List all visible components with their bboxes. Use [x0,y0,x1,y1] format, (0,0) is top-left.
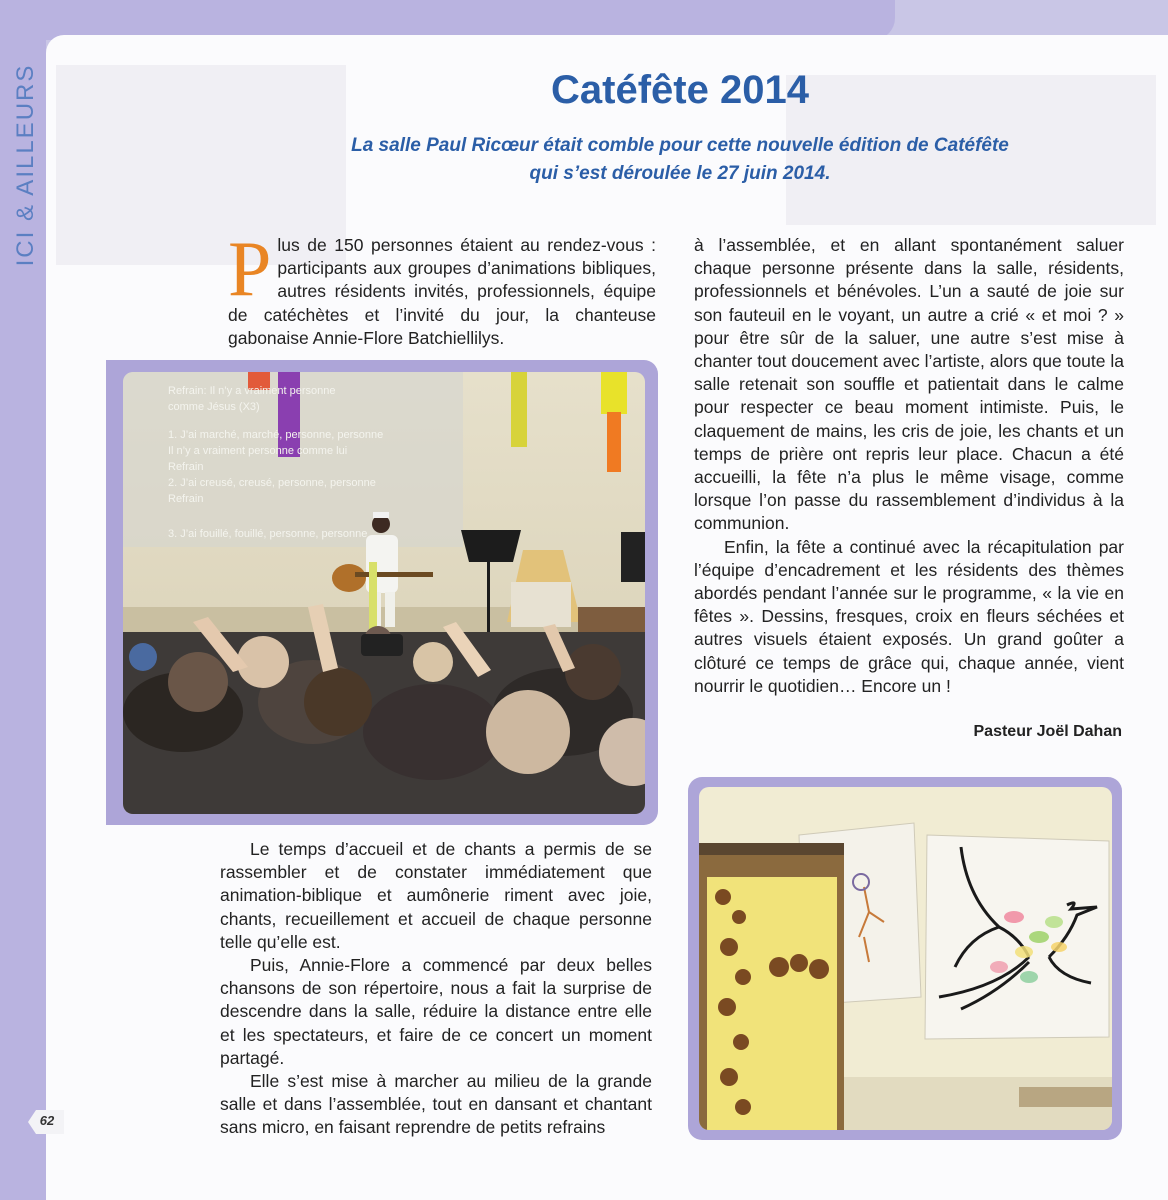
page-margin-inset [46,360,106,825]
slide-line-4: Il n’y a vraiment personne comme lui [168,445,348,457]
slide-line-5: Refrain [168,461,204,473]
slide-line-6: 2. J’ai creusé, creusé, personne, personne [168,477,376,489]
top-color-band [0,0,895,40]
left-paragraph-2: Puis, Annie-Flore a commencé par deux belles chansons de son répertoire, nous a fait la surprise de descendre dans la salle, réduire la distance entre elle et les spectateurs, et faire de ce concert un moment partagé. [220,955,652,1068]
slide-line-1: Refrain: Il n’y a vraiment personne [168,385,336,397]
subtitle-line-2: qui s’est déroulée le 27 juin 2014. [529,163,831,184]
concert-photo-illustration [123,372,645,814]
slide-line-8: 3. J’ai fouillé, fouillé, personne, personne [168,528,368,540]
concert-photo [123,372,645,814]
slide-line-7: Refrain [168,493,204,505]
right-column-text [694,234,1124,698]
intro-paragraph [228,225,656,350]
right-paragraph-1: à l’assemblée, et en allant spontanément saluer chaque personne présente dans la salle, résidents, professionnels et bénévoles. L’un a sauté de joie sur son fauteuil en le voyant, un autre a crié « et moi ? » pour être sûr de la saluer, une autre s’est mise à chanter tout doucement avec l’artiste, alors que toute la salle retenait son souffle et patientait dans le calme pour respecter ce beau moment intimiste. Puis, le claquement de mains, les cris de joie, les chants et un temps de prière ont repris leur place. Chacun a été accueilli, la fête n’a plus le même visage, comme lorsque l’on passe du rassemblement d’individus à la communion. [694,235,1124,534]
page-number-text: 62 [39,1113,55,1128]
subtitle-line-1: La salle Paul Ricœur était comble pour cette nouvelle édition de Catéfête [351,135,1009,156]
page-margin-inset [46,825,221,1200]
exhibition-photo-illustration [699,787,1112,1130]
left-paragraph-3: Elle s’est mise à marcher au milieu de la grande salle et dans l’assemblée, tout en dansant et chantant sans micro, en faisant reprendre de petits refrains [220,1071,652,1138]
article-subtitle [300,132,1060,188]
left-paragraph-1: Le temps d’accueil et de chants a permis de se rassembler et de constater immédiatement que animation-biblique et aumônerie riment avec joie, chants, recueillement et accueil de chaque personne telle qu’elle est. [220,839,652,952]
section-label [8,40,44,290]
exhibition-photo [699,787,1112,1130]
intro-text: lus de 150 personnes étaient au rendez-vous : participants aux groupes d’animations bibliques, autres résidents invités, professionnels, équipe de catéchètes et l’invité du jour, la chanteuse gabonaise Annie-Flore Batchiellilys. [228,235,656,348]
article-title: Catéfête 2014 [551,68,809,112]
slide-line-2: comme Jésus (X3) [168,401,260,413]
author-signature: Pasteur Joël Dahan [973,723,1122,740]
section-label-text: ICI & AILLEURS [12,63,39,267]
left-column-text [220,838,652,1140]
page-number [28,1110,64,1134]
right-paragraph-2: Enfin, la fête a continué avec la récapitulation par l’équipe d’encadrement et les résidents des thèmes abordés pendant l’année sur le programme, « la vie en fêtes ». Dessins, fresques, croix en fleurs séchées et autres visuels étaient exposés. Un grand goûter a clôturé ce temps de grâce qui, chaque année, vient nourrir le quotidien… Encore un ! [694,536,1124,696]
drop-cap: P [228,225,272,312]
slide-line-3: 1. J’ai marché, marché, personne, personne [168,429,384,441]
